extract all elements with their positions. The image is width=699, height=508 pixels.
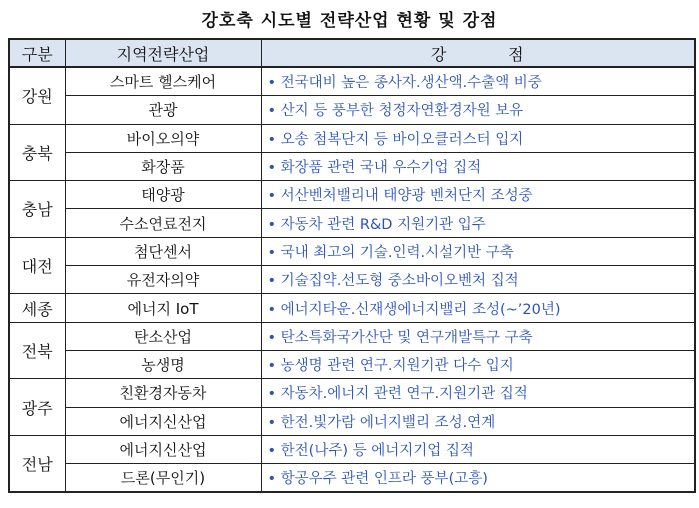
region-cell: 대전	[9, 237, 65, 294]
strength-cell: • 서산벤처밸리내 태양광 벤처단지 조성중	[261, 181, 695, 209]
table-row	[9, 152, 695, 180]
industry-cell: 화장품	[65, 152, 261, 180]
strength-cell: • 에너지타운.신재생에너지밸리 조성(~’20년)	[261, 294, 695, 322]
table-row	[9, 435, 695, 463]
industry-cell: 관광	[65, 96, 261, 124]
industry-cell: 첨단센서	[65, 237, 261, 265]
table-row	[9, 407, 695, 435]
strength-cell: • 농생명 관련 연구.지원기관 다수 입지	[261, 350, 695, 378]
region-cell: 전북	[9, 322, 65, 379]
industry-cell: 유전자의약	[65, 266, 261, 294]
industry-cell: 수소연료전지	[65, 209, 261, 237]
industry-cell: 스마트 헬스케어	[65, 67, 261, 96]
region-cell: 충북	[9, 124, 65, 181]
strength-cell: • 한전.빛가람 에너지밸리 조성.연계	[261, 407, 695, 435]
strength-cell: • 자동차 관련 R&D 지원기관 입주	[261, 209, 695, 237]
header-region: 구분	[9, 39, 65, 67]
table-row	[9, 322, 695, 350]
strength-cell: • 국내 최고의 기술.인력.시설기반 구축	[261, 237, 695, 265]
region-cell: 강원	[9, 67, 65, 124]
strength-cell: • 산지 등 풍부한 청정자연환경자원 보유	[261, 96, 695, 124]
page-title: 강호축 시도별 전략산업 현황 및 강점	[201, 11, 498, 31]
table-row	[9, 266, 695, 294]
strength-cell: • 기술집약.선도형 중소바이오벤처 집적	[261, 266, 695, 294]
table-row	[9, 237, 695, 265]
table-row	[9, 294, 695, 322]
region-cell: 세종	[9, 294, 65, 322]
table-row	[9, 96, 695, 124]
strength-cell: • 한전(나주) 등 에너지기업 집적	[261, 435, 695, 463]
table-row	[9, 124, 695, 152]
industry-cell: 바이오의약	[65, 124, 261, 152]
table-row	[9, 379, 695, 407]
industry-cell: 친환경자동차	[65, 379, 261, 407]
header-industry: 지역전략산업	[65, 39, 261, 67]
table-row	[9, 209, 695, 237]
table-row	[9, 464, 695, 493]
industry-cell: 에너지 IoT	[65, 294, 261, 322]
table-row	[9, 67, 695, 96]
table-header-row	[9, 39, 695, 67]
industry-cell: 탄소산업	[65, 322, 261, 350]
table-row	[9, 181, 695, 209]
strength-cell: • 자동차.에너지 관련 연구.지원기관 집적	[261, 379, 695, 407]
strength-cell: • 화장품 관련 국내 우수기업 집적	[261, 152, 695, 180]
region-cell: 충남	[9, 181, 65, 238]
industry-cell: 드론(무인기)	[65, 464, 261, 493]
strength-cell: • 오송 첨복단지 등 바이오클러스터 입지	[261, 124, 695, 152]
strength-cell: • 전국대비 높은 종사자.생산액.수출액 비중	[261, 67, 695, 96]
table-row	[9, 350, 695, 378]
industry-cell: 에너지신산업	[65, 407, 261, 435]
industry-cell: 태양광	[65, 181, 261, 209]
strength-cell: • 항공우주 관련 인프라 풍부(고흥)	[261, 464, 695, 493]
strategic-industry-table	[8, 38, 696, 493]
strength-cell: • 탄소특화국가산단 및 연구개발특구 구축	[261, 322, 695, 350]
region-cell: 전남	[9, 435, 65, 492]
header-strength: 강 점	[261, 39, 695, 67]
industry-cell: 농생명	[65, 350, 261, 378]
region-cell: 광주	[9, 379, 65, 436]
industry-cell: 에너지신산업	[65, 435, 261, 463]
